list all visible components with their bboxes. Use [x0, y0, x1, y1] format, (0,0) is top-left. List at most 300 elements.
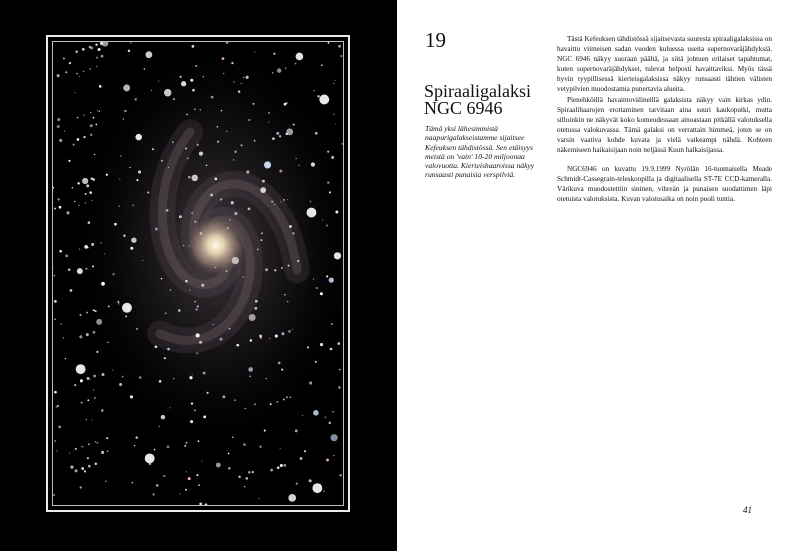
star	[97, 110, 98, 111]
star	[85, 202, 86, 203]
star	[236, 344, 239, 347]
star	[73, 144, 75, 146]
star	[277, 68, 282, 73]
star	[210, 194, 213, 197]
star	[192, 374, 193, 375]
star	[195, 65, 197, 67]
star	[268, 112, 270, 114]
star	[80, 379, 83, 382]
star	[284, 294, 286, 296]
star	[94, 397, 96, 399]
star	[323, 490, 324, 491]
star	[138, 170, 141, 173]
star	[92, 265, 94, 267]
star	[278, 362, 281, 365]
star	[321, 64, 323, 66]
star	[192, 89, 195, 92]
star	[81, 402, 83, 404]
star	[181, 81, 186, 86]
star	[233, 159, 234, 160]
star	[65, 71, 67, 73]
star	[77, 268, 83, 274]
star	[87, 399, 89, 401]
star	[108, 305, 110, 307]
star	[147, 191, 149, 193]
star	[233, 81, 234, 82]
star	[75, 92, 76, 93]
star	[203, 372, 206, 375]
star	[84, 114, 85, 115]
star	[89, 191, 92, 194]
star	[248, 119, 250, 121]
star	[167, 348, 170, 351]
star	[136, 328, 138, 330]
star	[69, 62, 71, 64]
star	[307, 346, 309, 348]
star	[123, 235, 125, 237]
star	[88, 465, 91, 468]
star	[298, 165, 299, 166]
body-paragraph-2: Pienehköillä havaintovälineillä galaksista näkyy vain kirkas ydin. Spiraalihaarojen erottaminen tarvitaan aina suuri kaukoputki, mutta silloinkin ne näkyvät koko komeudessaan ainoastaan pitkällä valotuksella otetussa valokuvassa. Tämä galaksi on verrattain himmeä, joten se on varsin vaativa kohde kuvata ja vielä vaikeampi nähdä. Kohteen näkemiseen haikaisijaan noin neljässä Kuun halkaisijassa.	[557, 95, 772, 155]
star	[72, 187, 74, 189]
star	[213, 324, 214, 325]
star	[228, 467, 231, 470]
star	[56, 406, 57, 407]
star	[226, 131, 227, 132]
star	[91, 243, 94, 246]
star	[75, 50, 78, 53]
star	[95, 462, 98, 465]
star	[315, 132, 318, 135]
star	[187, 158, 189, 160]
star	[179, 215, 182, 218]
star	[93, 390, 94, 391]
star	[333, 114, 334, 115]
star	[152, 493, 154, 495]
star	[313, 279, 314, 280]
body-text	[557, 34, 772, 205]
star	[180, 76, 182, 78]
left-page	[0, 0, 397, 551]
star	[179, 494, 180, 495]
star	[310, 201, 312, 203]
star	[54, 208, 56, 210]
star	[260, 187, 266, 193]
star	[273, 53, 275, 55]
star	[151, 90, 152, 91]
star	[79, 314, 81, 316]
star	[164, 357, 166, 359]
star	[217, 141, 219, 143]
star	[129, 167, 130, 168]
star	[196, 474, 198, 476]
star	[57, 74, 60, 77]
star	[90, 124, 93, 127]
star	[191, 45, 194, 48]
star	[88, 443, 90, 445]
star	[136, 179, 138, 181]
star	[86, 419, 87, 420]
star	[281, 267, 283, 269]
star	[198, 484, 200, 486]
star	[302, 415, 303, 416]
star	[84, 470, 86, 472]
right-page	[397, 0, 800, 551]
star	[254, 307, 257, 310]
bright-star	[122, 303, 132, 313]
star	[56, 450, 57, 451]
star	[259, 446, 261, 448]
star	[241, 83, 242, 84]
star	[255, 300, 258, 303]
star	[154, 449, 156, 451]
star	[333, 83, 334, 84]
star	[93, 331, 96, 334]
star	[185, 489, 187, 491]
bright-star	[76, 364, 86, 374]
star	[196, 333, 200, 337]
star	[261, 239, 263, 241]
star	[286, 133, 288, 135]
star	[54, 391, 57, 394]
star	[203, 415, 206, 418]
star	[74, 384, 76, 386]
star	[128, 50, 130, 52]
star	[335, 124, 336, 125]
star	[211, 96, 214, 99]
star	[75, 448, 77, 450]
star	[266, 378, 267, 379]
star	[252, 471, 254, 473]
star	[332, 411, 333, 412]
star	[185, 148, 187, 150]
body-paragraph-1: Tästä Kefeuksen tähdistössä sijaitsevasta suuresta spiraaligalaksissa on havaittu viimeisen sadan vuoden kuluessa useita supernovaräjähdyksiä. NGC 6946 näkyy suoraan päältä, ja siitä johtuen erilaiset tapahtumat, kuten supernovaräjähdykset, tulevat helposti havaittaviksi. Myös tässä hyvin tyypillisessä kierteisgalaksissa näkyy runsaasti tähtien välisten vetypilvien muodostamia punertavia alueita.	[557, 35, 772, 94]
star	[295, 429, 298, 432]
star	[281, 332, 284, 335]
star	[96, 57, 98, 59]
star	[238, 90, 240, 92]
star	[292, 232, 294, 234]
star	[274, 204, 275, 205]
star	[249, 376, 251, 378]
star	[131, 482, 133, 484]
star	[163, 475, 165, 477]
lede-text: Tämä yksi lähesimmistä naapurigalakseistamme sijaitsee Kefeuksen tähdistössä. Sen etäisyys meistä on 'vain' 10-20 miljoonaa valovuotta. Kierteishaaroissa näkyy runsaasti punaisia verspilviä.	[425, 124, 535, 180]
star	[280, 448, 281, 449]
star	[124, 110, 126, 112]
star	[268, 121, 269, 122]
star	[257, 248, 259, 250]
star	[101, 451, 104, 454]
star	[191, 402, 193, 404]
star	[311, 162, 315, 166]
star	[76, 73, 78, 75]
star	[246, 170, 249, 173]
star	[286, 396, 288, 398]
star	[119, 383, 122, 386]
star	[300, 457, 303, 460]
star	[289, 225, 292, 228]
star	[288, 265, 290, 267]
star	[277, 466, 280, 469]
star	[216, 126, 218, 128]
star	[159, 426, 160, 427]
star	[215, 177, 218, 180]
star	[159, 380, 162, 383]
star	[280, 464, 283, 467]
star	[272, 72, 274, 74]
star	[199, 341, 202, 344]
star	[243, 276, 245, 278]
star	[201, 284, 204, 287]
star	[89, 46, 92, 49]
star	[264, 429, 266, 431]
star	[248, 367, 253, 372]
star	[63, 337, 64, 338]
star	[82, 178, 88, 184]
star	[329, 422, 332, 425]
star	[60, 323, 62, 325]
star	[167, 446, 170, 449]
star	[295, 63, 297, 65]
star	[188, 477, 191, 480]
bright-star	[307, 208, 317, 218]
star	[82, 446, 84, 448]
star	[260, 337, 262, 339]
star	[293, 124, 295, 126]
star	[252, 103, 254, 105]
star	[339, 369, 341, 371]
star	[164, 89, 172, 97]
star	[95, 441, 96, 442]
star	[244, 486, 245, 487]
star	[54, 319, 55, 320]
star	[254, 51, 255, 52]
title-line-2: NGC 6946	[424, 98, 503, 118]
star	[79, 249, 80, 250]
star	[65, 358, 67, 360]
star	[54, 440, 55, 441]
star	[86, 333, 89, 336]
star	[309, 479, 312, 482]
star	[281, 369, 283, 371]
star	[70, 289, 73, 292]
star	[122, 376, 124, 378]
star	[261, 232, 263, 234]
star	[106, 174, 108, 176]
star	[274, 269, 276, 271]
star	[94, 310, 96, 312]
star	[161, 278, 163, 280]
star	[82, 48, 85, 51]
star	[189, 376, 192, 379]
star	[333, 455, 334, 456]
star	[223, 395, 226, 398]
star	[189, 289, 190, 290]
star	[216, 463, 221, 468]
star	[74, 201, 76, 203]
star	[59, 206, 62, 209]
star	[59, 139, 62, 142]
star	[118, 303, 119, 304]
star	[196, 309, 198, 311]
star	[102, 373, 105, 376]
star	[85, 193, 87, 195]
star	[254, 403, 256, 405]
star	[188, 176, 191, 179]
star	[90, 112, 91, 113]
star	[340, 55, 342, 57]
star	[190, 79, 193, 82]
star	[93, 375, 96, 378]
star	[270, 403, 272, 405]
star	[78, 205, 79, 206]
star	[238, 476, 240, 478]
page-number: 41	[743, 505, 752, 515]
star	[290, 396, 292, 398]
star	[96, 351, 98, 353]
star	[283, 399, 285, 401]
star	[259, 498, 260, 499]
star	[96, 319, 102, 325]
star	[77, 182, 79, 184]
star	[119, 205, 120, 206]
star	[142, 260, 143, 261]
star	[170, 289, 171, 290]
star	[161, 160, 163, 162]
star	[243, 77, 244, 79]
star	[194, 409, 196, 411]
star	[197, 305, 199, 307]
star	[83, 136, 85, 138]
star	[161, 415, 165, 420]
star	[296, 483, 298, 485]
star	[329, 191, 331, 193]
star	[191, 212, 192, 213]
star	[330, 348, 333, 351]
star	[284, 464, 287, 467]
star	[186, 471, 187, 472]
star	[243, 443, 246, 446]
star	[234, 399, 235, 400]
star	[88, 221, 91, 224]
star	[135, 134, 141, 141]
star	[54, 300, 57, 303]
star	[65, 255, 68, 258]
star	[107, 450, 109, 452]
star	[81, 467, 84, 470]
star	[198, 440, 200, 442]
star	[68, 268, 71, 271]
star	[80, 486, 82, 488]
bright-star	[145, 453, 155, 463]
star	[249, 314, 256, 321]
star	[68, 160, 70, 162]
star	[328, 42, 330, 44]
star	[75, 469, 78, 472]
star	[223, 73, 224, 74]
star	[112, 370, 113, 371]
star	[283, 199, 285, 201]
star	[196, 144, 199, 147]
galaxy-photo	[52, 41, 344, 506]
star	[99, 111, 100, 112]
star	[276, 132, 279, 135]
star	[288, 494, 296, 502]
star	[79, 76, 80, 77]
star	[101, 242, 102, 243]
star	[313, 90, 314, 91]
body-paragraph-3: NGC6946 on kuvattu 19.9.1999 Nyrölän 16-tuumaisella Meade Schmidt-Cassegrain-teleskoopilla ja digitaalisella ST-7E CCD-kameralla. Värikuva muodostettiin sininen, vihreän ja punaisen suodattimen läpi otetuista valotuksista. Kuvan valotusaika on noin puoli tuntia.	[557, 165, 772, 204]
star	[317, 95, 319, 97]
bright-star	[312, 483, 322, 493]
star	[166, 209, 169, 212]
star	[200, 109, 201, 110]
star	[94, 154, 96, 156]
star	[339, 474, 341, 476]
star	[90, 134, 92, 136]
bright-star	[319, 95, 329, 105]
star	[101, 409, 103, 411]
star	[173, 378, 174, 379]
star	[245, 408, 246, 409]
star	[250, 339, 252, 341]
star	[178, 309, 181, 312]
star	[206, 165, 208, 167]
star	[320, 292, 323, 295]
star	[79, 335, 82, 338]
star	[87, 377, 90, 380]
star	[91, 178, 93, 180]
star	[169, 407, 170, 408]
star	[190, 420, 193, 423]
star	[173, 98, 175, 100]
star	[201, 460, 202, 461]
star	[207, 392, 209, 394]
chapter-number: 19	[425, 28, 446, 52]
star	[296, 53, 304, 61]
star	[248, 207, 251, 210]
star	[280, 202, 281, 203]
star	[117, 301, 119, 303]
star	[295, 158, 297, 160]
star	[279, 170, 282, 173]
star	[87, 457, 89, 459]
star	[99, 85, 102, 88]
star	[338, 386, 340, 388]
star	[106, 437, 108, 439]
star	[123, 118, 124, 119]
star	[264, 161, 271, 168]
star	[119, 178, 120, 179]
star	[144, 68, 145, 69]
star	[313, 410, 319, 416]
star	[59, 250, 62, 253]
star	[262, 180, 265, 183]
star	[287, 301, 288, 302]
star	[334, 80, 335, 81]
star	[123, 84, 130, 91]
star	[58, 426, 61, 429]
star	[105, 480, 107, 482]
star	[89, 68, 90, 69]
star	[101, 282, 105, 286]
star	[101, 55, 104, 58]
star	[64, 131, 65, 132]
star	[186, 114, 188, 116]
star	[125, 315, 127, 317]
star	[276, 401, 278, 403]
